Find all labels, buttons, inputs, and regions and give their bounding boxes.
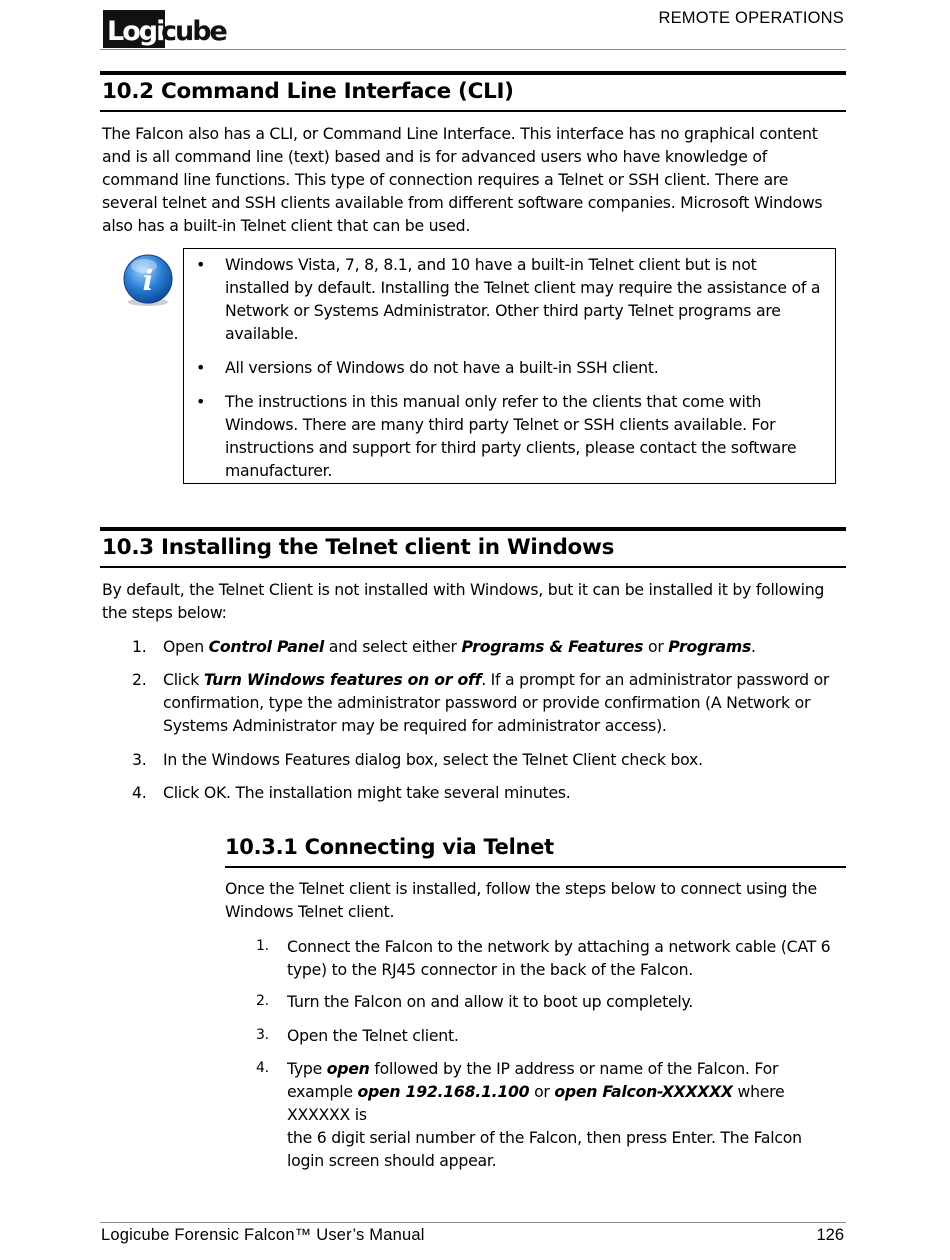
step-number: 4. xyxy=(132,783,147,802)
intro-paragraph-10-3-1: Once the Telnet client is installed, follow the steps below to connect using the Windows Telnet client. xyxy=(225,879,817,921)
section-rule-top xyxy=(100,71,846,75)
header-section-label: REMOTE OPERATIONS xyxy=(658,9,844,27)
logicube-logo xyxy=(103,8,226,50)
install-steps-list xyxy=(132,634,846,814)
step-number: 1. xyxy=(256,938,269,954)
section-rule-bottom xyxy=(100,110,846,112)
step-number: 2. xyxy=(132,670,147,689)
bullet-icon: • xyxy=(196,392,206,411)
step-number: 3. xyxy=(132,750,147,769)
page-number: 126 xyxy=(816,1226,844,1244)
footer-divider xyxy=(100,1222,846,1223)
info-icon xyxy=(122,252,174,308)
list-item: Click OK. The installation might take several minutes. xyxy=(163,783,571,802)
section-rule-bottom xyxy=(100,566,846,568)
list-item: Connect the Falcon to the network by attaching a network cable (CAT 6 type) to the RJ45 connector in the back of the Falcon. xyxy=(287,937,831,979)
step-number: 2. xyxy=(256,993,269,1009)
svg-text:cube: cube xyxy=(161,16,226,47)
list-item: Click Turn Windows features on or off. If a prompt for an administrator password or confirmation, type the administrator password or provide confirmation (A Network or Systems Administrator may be required for administrator access). xyxy=(163,670,830,735)
telnet-steps-list xyxy=(256,934,846,1170)
section-heading-10-3: 10.3 Installing the Telnet client in Windows xyxy=(102,535,615,560)
svg-text:i: i xyxy=(142,264,154,297)
bullet-icon: • xyxy=(196,358,206,377)
header-divider xyxy=(100,49,846,50)
list-item: Open the Telnet client. xyxy=(287,1026,459,1045)
list-item: Type open followed by the IP address or name of the Falcon. For example open 192.168.1.100 or open Falcon-XXXXXX where XXXXXX is the 6 digit serial number of the Falcon, then press Enter. The Falcon login screen should appear. xyxy=(287,1059,802,1170)
list-item: Turn the Falcon on and allow it to boot up completely. xyxy=(287,992,694,1011)
section-rule-bottom xyxy=(225,866,846,868)
note-box: • Windows Vista, 7, 8, 8.1, and 10 have a built-in Telnet client but is not installed by default. Installing the Telnet client may require the assistance of a Network or Systems Administrator. Other third party Telnet programs are available. • All versions of Windows do not have a built-in SSH client. • The instructions in this manual only refer to the clients that come with Windows. There are many third party Telnet or SSH clients available. For instructions and support for third party clients, please contact the software manufacturer. xyxy=(183,248,836,484)
list-item: In the Windows Features dialog box, select the Telnet Client check box. xyxy=(163,750,703,769)
section-heading-10-3-1: 10.3.1 Connecting via Telnet xyxy=(225,835,554,859)
intro-paragraph-10-3: By default, the Telnet Client is not installed with Windows, but it can be installed it by following the steps below: xyxy=(102,580,825,622)
svg-text:Logi: Logi xyxy=(107,16,164,47)
section-rule-top xyxy=(100,527,846,531)
list-item: Open Control Panel and select either Programs & Features or Programs. xyxy=(163,637,756,656)
step-number: 4. xyxy=(256,1060,269,1076)
bullet-icon: • xyxy=(196,255,206,274)
step-number: 3. xyxy=(256,1027,269,1043)
step-number: 1. xyxy=(132,637,147,656)
intro-paragraph-10-2: The Falcon also has a CLI, or Command Line Interface. This interface has no graphical content and is all command line (text) based and is for advanced users who have knowledge of command line functions. This type of connection requires a Telnet or SSH client. There are several telnet and SSH clients available from different software companies. Microsoft Windows also has a built-in Telnet client that can be used. xyxy=(102,124,823,235)
footer-manual-title: Logicube Forensic Falcon™ User’s Manual xyxy=(101,1226,425,1244)
section-heading-10-2: 10.2 Command Line Interface (CLI) xyxy=(102,79,514,104)
